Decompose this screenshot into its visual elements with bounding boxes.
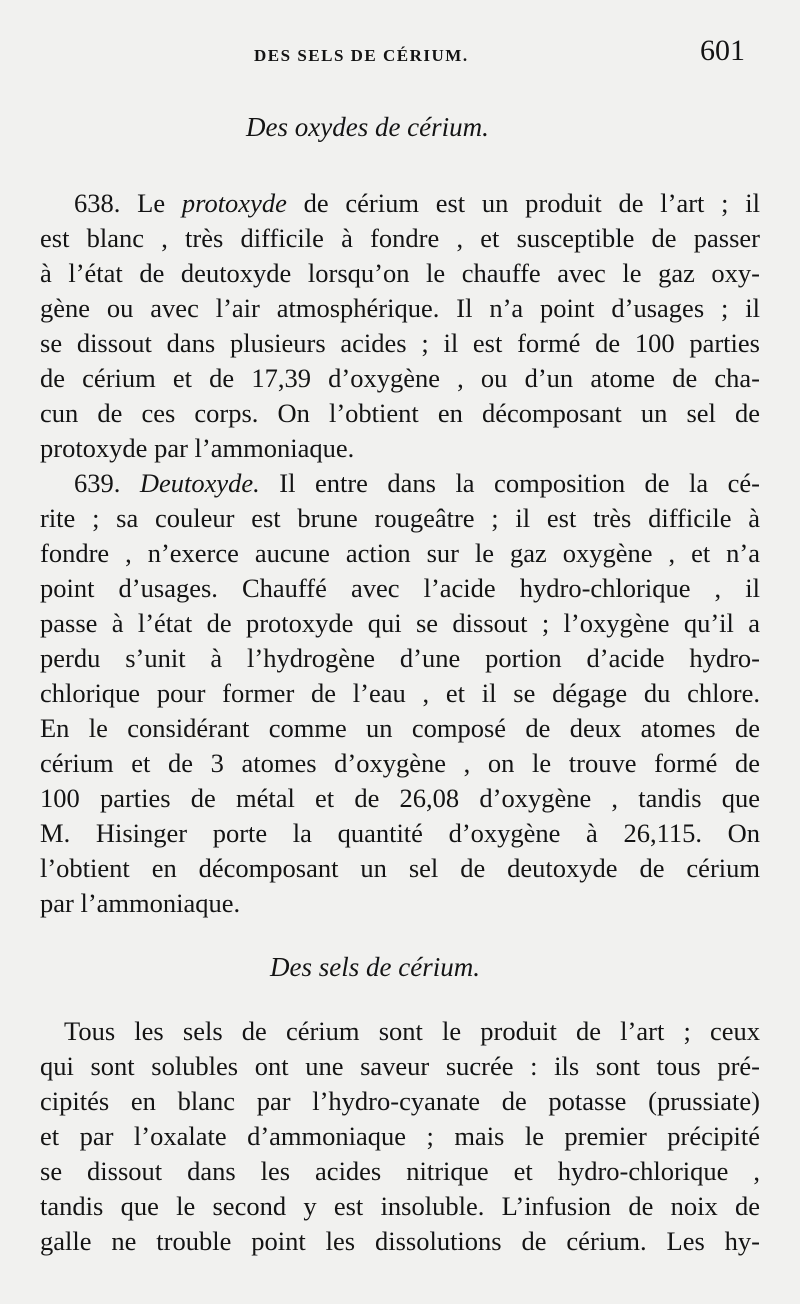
text-line: tandis que le second y est insoluble. L’infusion de noix de [40,1191,760,1221]
text-line: gène ou avec l’air atmosphérique. Il n’a point d’usages ; il [40,293,760,323]
text-line: qui sont solubles ont une saveur sucrée : ils sont tous pré- [40,1051,760,1081]
text-line: l’obtient en décomposant un sel de deutoxyde de cérium [40,853,760,883]
page-number: 601 [700,34,745,67]
text-line: M. Hisinger porte la quantité d’oxygène à 26,115. On [40,818,760,848]
term-deutoxyde: Deutoxyde. [139,468,260,498]
text-line: et par l’oxalate d’ammoniaque ; mais le premier précipité [40,1121,760,1151]
text-line: fondre , n’exerce aucune action sur le gaz oxygène , et n’a [40,538,760,568]
text-line: rite ; sa couleur est brune rougeâtre ; il est très difficile à [40,503,760,533]
text-line: cipités en blanc par l’hydro-cyanate de potasse (prussiate) [40,1086,760,1116]
text-line: perdu s’unit à l’hydrogène d’une portion d’acide hydro- [40,643,760,673]
text-line: En le considérant comme un composé de deux atomes de [40,713,760,743]
text-line: cérium et de 3 atomes d’oxygène , on le trouve formé de [40,748,760,778]
section-heading-sels: Des sels de cérium. [270,952,480,982]
text-line: se dissout dans les acides nitrique et hydro-chlorique , [40,1156,760,1186]
term-protoxyde: protoxyde [181,188,287,218]
text-line: à l’état de deutoxyde lorsqu’on le chauffe avec le gaz oxy- [40,258,760,288]
text-line: galle ne trouble point les dissolutions de cérium. Les hy- [40,1226,760,1256]
text-line: de cérium et de 17,39 d’oxygène , ou d’un atome de cha- [40,363,760,393]
text-line: point d’usages. Chauffé avec l’acide hydro-chlorique , il [40,573,760,603]
text-line: passe à l’état de protoxyde qui se dissout ; l’oxygène qu’il a [40,608,760,638]
text-line: est blanc , très difficile à fondre , et susceptible de passer [40,223,760,253]
text-line: protoxyde par l’ammoniaque. [40,433,355,463]
running-title: DES SELS DE CÉRIUM. [254,46,469,65]
para-639-line: 639. Deutoxyde. Il entre dans la composition de la cé- [74,468,761,498]
text-line: chlorique pour former de l’eau , et il se dégage du chlore. [40,678,760,708]
section-heading-oxydes: Des oxydes de cérium. [246,112,489,142]
text-line: 100 parties de métal et de 26,08 d’oxygène , tandis que [40,783,760,813]
text-line: se dissout dans plusieurs acides ; il est formé de 100 parties [40,328,760,358]
paragraph-number: 638. [74,188,121,218]
text-line: cun de ces corps. On l’obtient en décomposant un sel de [40,398,760,428]
text-line: Tous les sels de cérium sont le produit de l’art ; ceux [64,1016,760,1046]
text-line: par l’ammoniaque. [40,888,241,918]
para-638-line: 638. Le protoxyde de cérium est un produit de l’art ; il [74,188,761,218]
paragraph-number: 639. [74,468,121,498]
